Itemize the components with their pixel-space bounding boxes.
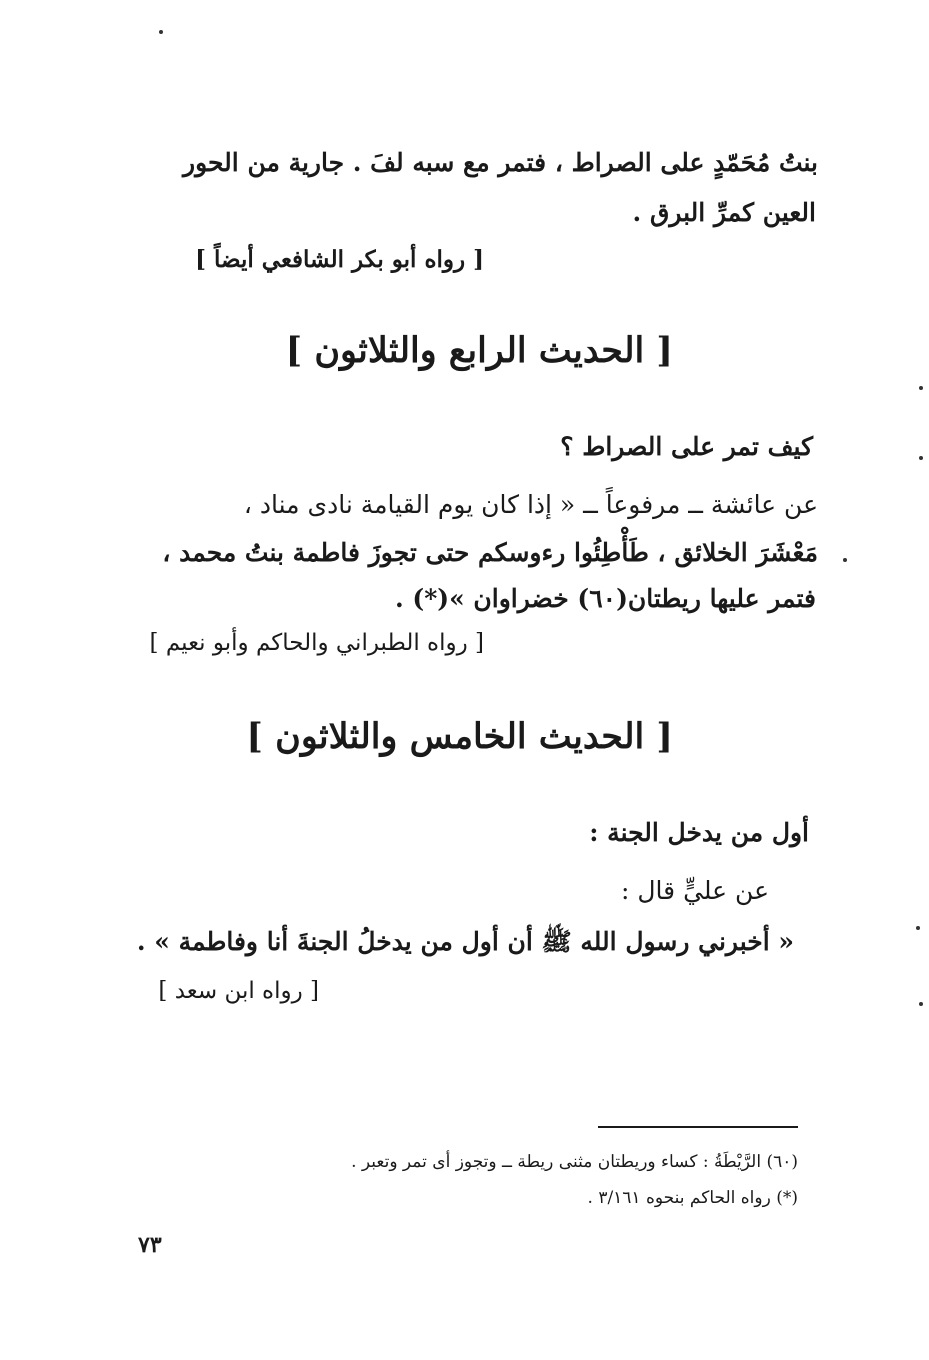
- hadith-34-heading: [ الحديث الرابع والثلاثون ]: [285, 330, 673, 371]
- hadith-35-line-2: « أخبرني رسول الله ﷺ أن أول من يدخلُ الجنةَ أنا وفاطمة » .: [136, 927, 794, 956]
- scan-speck: [919, 1002, 923, 1006]
- footnote-divider: [598, 1126, 798, 1128]
- footnote-60: (٦٠) الرَّيْطَةُ : كساء وريطتان مثنى ريطة ــ وتجوز أى تمر وتعبر .: [351, 1152, 798, 1172]
- hadith-34-line-2: مَعْشَرَ الخلائق ، طَأْطِئُوا رءوسكم حتى تجوزَ فاطمة بنتُ محمد ،: [162, 538, 818, 567]
- hadith-34-line-3: فتمر عليها ريطتان(٦٠) خضراوان »(*) .: [394, 584, 816, 613]
- footnote-star: (*) رواه الحاكم بنحوه ٣/١٦١ .: [587, 1188, 798, 1208]
- hadith-34-source: [ رواه الطبراني والحاكم وأبو نعيم ]: [149, 630, 484, 656]
- hadith-35-question: أول من يدخل الجنة :: [589, 818, 809, 847]
- text-line-2: العين كمرِّ البرق .: [632, 198, 816, 227]
- hadith-34-line-1: عن عائشة ــ مرفوعاً ــ « إذا كان يوم القيامة نادى مناد ،: [243, 490, 818, 519]
- page-number: ٧٣: [138, 1232, 162, 1258]
- hadith-35-source: [ رواه ابن سعد ]: [158, 978, 319, 1004]
- scan-speck: [159, 30, 163, 34]
- hadith-35-line-1: عن عليٍّ قال :: [621, 876, 769, 905]
- scan-speck: [843, 558, 847, 562]
- text-line-1: بنتُ مُحَمّدٍ على الصراط ، فتمر مع سبه لفَ . جارية من الحور: [183, 148, 818, 177]
- source-citation-1: [ رواه أبو بكر الشافعي أيضاً ]: [195, 246, 484, 273]
- hadith-35-heading: [ الحديث الخامس والثلاثون ]: [246, 716, 673, 757]
- scan-speck: [919, 386, 923, 390]
- scan-speck: [919, 456, 923, 460]
- hadith-34-question: كيف تمر على الصراط ؟: [560, 432, 813, 461]
- scan-speck: [916, 926, 920, 930]
